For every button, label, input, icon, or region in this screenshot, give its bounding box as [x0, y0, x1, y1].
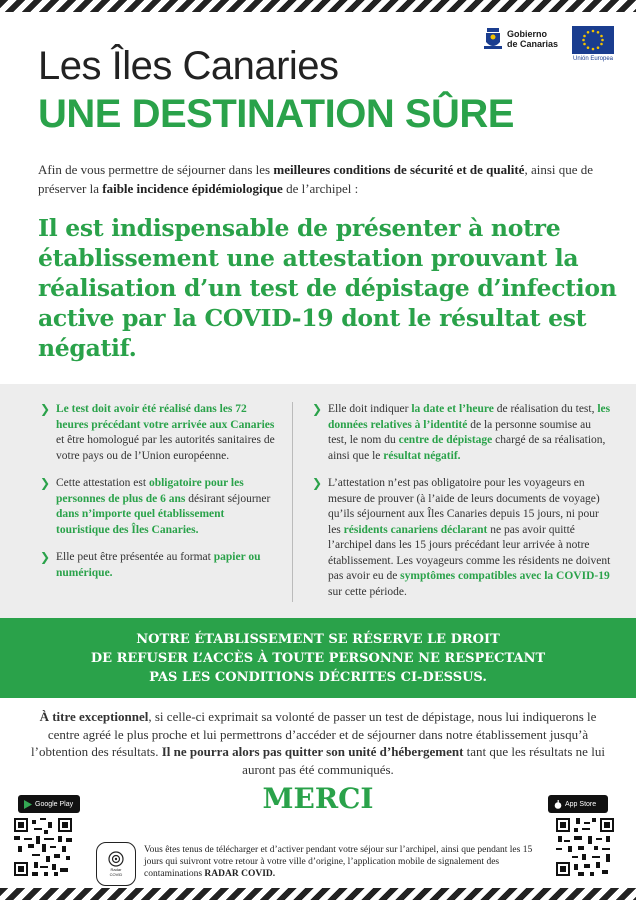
- list-item: [312, 402, 612, 464]
- item-text: désirant séjourner: [185, 492, 271, 505]
- warning-banner: [0, 618, 636, 698]
- item-text: et être homologué par les autorités sanitaires de votre pays ou de l’Union européenne.: [56, 434, 275, 462]
- list-item: [312, 476, 612, 600]
- chevron-right-icon: ❯: [312, 476, 323, 490]
- chevron-right-icon: ❯: [40, 402, 51, 416]
- radar-label-2: COVID: [109, 872, 123, 877]
- top-hazard-stripe: [0, 0, 636, 12]
- column-divider: [292, 402, 293, 602]
- google-play-label: Google Play: [35, 800, 74, 808]
- coat-of-arms-icon: [483, 26, 503, 52]
- intro-paragraph: [38, 160, 618, 198]
- right-column: [312, 402, 612, 612]
- google-play-badge[interactable]: [18, 795, 80, 813]
- google-play-icon: [24, 800, 32, 809]
- chevron-right-icon: ❯: [312, 402, 323, 416]
- radar-icon: [108, 851, 124, 867]
- item-text: de la personne soumise au test, le nom du: [328, 418, 591, 446]
- item-highlight: résultat négatif.: [383, 449, 461, 462]
- item-text: Cette attestation est: [56, 477, 149, 489]
- app-store-label: App Store: [565, 800, 597, 808]
- app-store-badge[interactable]: [548, 795, 608, 813]
- headline: Il est indispensable de présenter à notre établissement une attestation prouvant la réalisation d’un test de dépistage d’infection active par la COVID-19 dont le résultat est négatif.: [38, 214, 617, 362]
- exception-text-2: tant que les résultats ne lui auront pas été communiqués.: [242, 744, 605, 777]
- item-text: Elle doit indiquer: [328, 403, 412, 415]
- radar-note-bold: RADAR COVID.: [204, 869, 276, 879]
- title-line1: Les Îles Canaries: [38, 44, 339, 88]
- eu-logo: [572, 26, 614, 62]
- intro-text-3: de l’archipel :: [282, 181, 359, 196]
- intro-bold-1: meilleures conditions de sécurité et de qualité: [273, 162, 525, 177]
- item-text: L’attestation n’est pas obligatoire pour les voyageurs en mesure de prouver (à l’aide de leurs documents de voyage) qu’ils séjournent aux Îles Canaries depuis 15 jours, ni pour les: [328, 477, 600, 536]
- exception-text-1: , si celle-ci exprimait sa volonté de passer un test de dépistage, nous lui indiquerons le centre agréé le plus proche et lui permettrons d’accéder et de séjourner dans notre établissement jusqu’à l’obtention des résultats.: [31, 709, 597, 759]
- intro-text-1: Afin de vous permettre de séjourner dans les: [38, 162, 274, 177]
- chevron-right-icon: ❯: [40, 476, 51, 490]
- bottom-hazard-stripe: [0, 888, 636, 900]
- item-highlight: centre de dépistage: [398, 434, 493, 446]
- intro-bold-2: faible incidence épidémiologique: [102, 181, 283, 196]
- item-highlight: obligatoire pour les personnes de plus de 6 ans: [56, 477, 244, 505]
- item-highlight: Le test doit avoir été réalisé dans les 72 heures précédant votre arrivée aux Canaries: [56, 403, 275, 431]
- exception-bold-1: À titre exceptionnel: [39, 709, 149, 724]
- banner-line2: DE REFUSER L’ACCÈS À TOUTE PERSONNE NE RESPECTANT: [90, 650, 546, 666]
- item-highlight: papier ou numérique.: [56, 551, 261, 579]
- item-text: chargé de sa réalisation, ainsi que le: [328, 434, 606, 462]
- title-line2: UNE DESTINATION SÛRE: [38, 92, 514, 136]
- gobierno-line1: Gobierno: [506, 29, 547, 39]
- radar-label-1: Radar: [110, 867, 122, 872]
- item-highlight: dans n’importe quel établissement touristique des Îles Canaries.: [56, 508, 225, 536]
- exception-bold-2: Il ne pourra alors pas quitter son unité d’hébergement: [161, 744, 464, 759]
- apple-icon: [554, 800, 562, 809]
- banner-line1: NOTRE ÉTABLISSEMENT SE RÉSERVE LE DROIT: [136, 631, 500, 647]
- item-text: ne pas avoir quitté l’archipel dans les 15 jours précédant leur arrivée à notre établissement. Les voyageurs comme les résidents ne doivent pas avoir eu de: [328, 523, 611, 582]
- item-text: Elle peut être présentée au format: [56, 551, 214, 563]
- logos: [483, 26, 614, 62]
- eu-caption: Unión Europea: [572, 56, 614, 62]
- list-item: [40, 402, 280, 464]
- radar-covid-note: [144, 844, 540, 880]
- item-highlight: résidents canariens déclarant: [343, 523, 488, 536]
- item-highlight: symptômes compatibles avec la COVID-19: [400, 570, 610, 582]
- radar-note-text: Vous êtes tenus de télécharger et d’activer pendant votre séjour sur l’archipel, ainsi que pendant les 15 jours qui suivront votre retour à votre ville d’origine, l’application mobile de signalement des contaminations: [144, 845, 533, 879]
- item-text: de réalisation du test,: [493, 403, 598, 415]
- google-play-qr-code[interactable]: [14, 818, 72, 876]
- item-highlight: la date et l’heure: [411, 403, 494, 415]
- eu-flag-icon: [572, 26, 614, 54]
- list-item: [40, 476, 280, 538]
- item-highlight: les données relatives à l’identité: [328, 403, 611, 431]
- left-column: [40, 402, 280, 593]
- item-text: sur cette période.: [328, 585, 407, 598]
- intro-text-2: , ainsi que de préserver la: [38, 162, 594, 196]
- list-item: [40, 550, 280, 581]
- merci-heading: MERCI: [262, 782, 374, 815]
- banner-line3: PAS LES CONDITIONS DÉCRITES CI-DESSUS.: [149, 669, 487, 685]
- exception-paragraph: [30, 708, 606, 778]
- radar-covid-app-icon: [96, 842, 136, 886]
- gobierno-logo: [483, 26, 558, 52]
- app-store-qr-code[interactable]: [556, 818, 614, 876]
- gobierno-line2: de Canarias: [506, 39, 558, 49]
- chevron-right-icon: ❯: [40, 550, 51, 564]
